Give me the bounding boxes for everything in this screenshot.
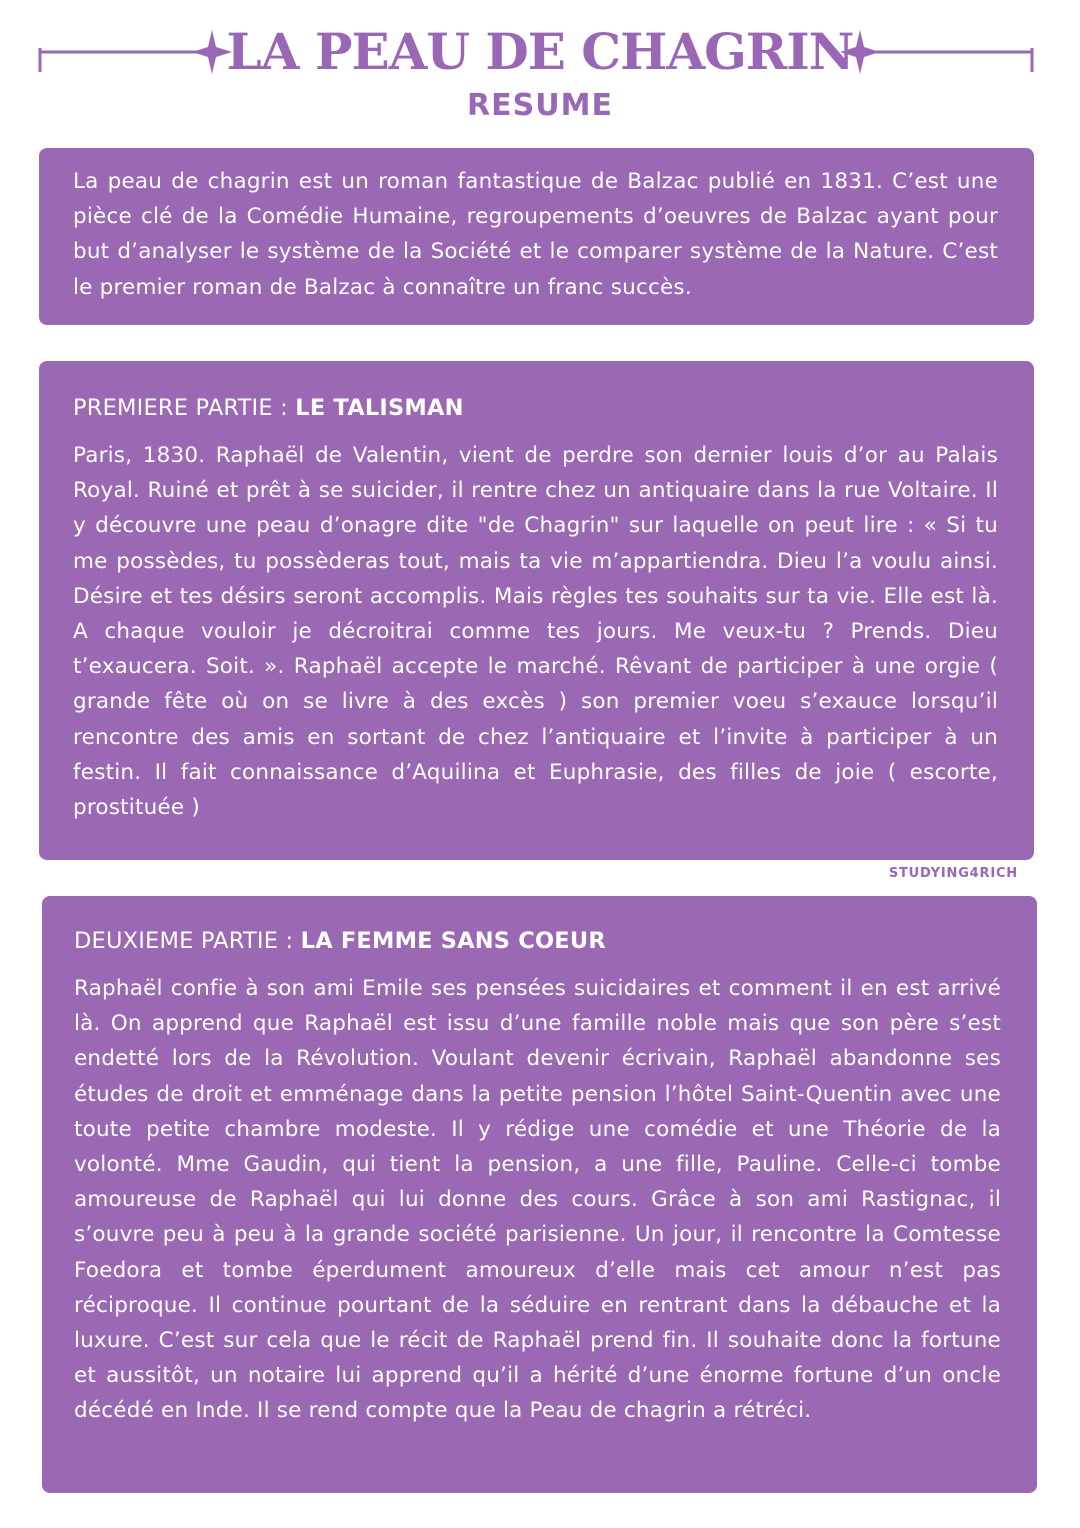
page-subtitle: RESUME [467, 88, 613, 123]
intro-card [39, 148, 1034, 325]
part1-card [39, 361, 1034, 860]
title-row [0, 22, 1080, 82]
part1-text: Paris, 1830. Raphaël de Valentin, vient de perdre son dernier louis d’or au Palais Royal. Ruiné et prêt à se suicider, il rentre chez un antiquaire dans la rue Voltaire. Il y découvre une peau d’onagre dite "de Chagrin" sur laquelle on peut lire : « Si tu me possèdes, tu possèderas tout, mais ta vie m’appartiendra. Dieu l’a voulu ainsi. Désire et tes désirs seront accomplis. Mais règles tes souhaits sur ta vie. Elle est là. A chaque vouloir je décroitrai comme tes jours. Me veux-tu ? Prends. Dieu t’exaucera. Soit. ». Raphaël accepte le marché. Rêvant de participer à une orgie ( grande fête où on se livre à des excès ) son premier voeu s’exauce lorsqu’il rencontre des amis en sortant de chez l’antiquaire et l’invite à participer à un festin. Il fait connaissance d’Aquilina et Euphrasie, des filles de joie ( escorte, prostituée ) [73, 443, 998, 821]
intro-text: La peau de chagrin est un roman fantastique de Balzac publié en 1831. C’est une pièce clé de la Comédie Humaine, regroupements d’oeuvres de Balzac ayant pour but d’analyser le système de la Société et le comparer système de la Nature. C’est le premier roman de Balzac à connaître un franc succès. [73, 169, 998, 300]
part2-title: LA FEMME SANS COEUR [300, 928, 606, 954]
page-title: LA PEAU DE CHAGRIN [226, 22, 854, 81]
part2-label: DEUXIEME PARTIE : [74, 928, 301, 954]
part2-card [42, 896, 1037, 1493]
part1-heading [73, 393, 998, 423]
part1-title: LE TALISMAN [295, 395, 464, 421]
part1-label: PREMIERE PARTIE : [73, 395, 296, 421]
watermark: STUDYING4RICH [888, 866, 1018, 881]
part2-text: Raphaël confie à son ami Emile ses pensées suicidaires et comment il en est arrivé là. On apprend que Raphaël est issu d’une famille noble mais que son père s’est endetté lors de la Révolution. Voulant devenir écrivain, Raphaël abandonne ses études de droit et emménage dans la petite pension l’hôtel Saint-Quentin avec une toute petite chambre modeste. Il y rédige une comédie et une Théorie de la volonté. Mme Gaudin, qui tient la pension, a une fille, Pauline. Celle-ci tombe amoureuse de Raphaël qui lui donne des cours. Grâce à son ami Rastignac, il s’ouvre peu à peu à la grande société parisienne. Un jour, il rencontre la Comtesse Foedora et tombe éperdument amoureux d’elle mais cet amour n’est pas réciproque. Il continue pourtant de la séduire en rentrant dans la débauche et la luxure. C’est sur cela que le récit de Raphaël prend fin. Il souhaite donc la fortune et aussitôt, un notaire lui apprend qu’il a hérité d’une énorme fortune d’un oncle décédé en Inde. Il se rend compte que la Peau de chagrin a rétréci. [74, 976, 1001, 1424]
part2-heading [74, 926, 1001, 956]
